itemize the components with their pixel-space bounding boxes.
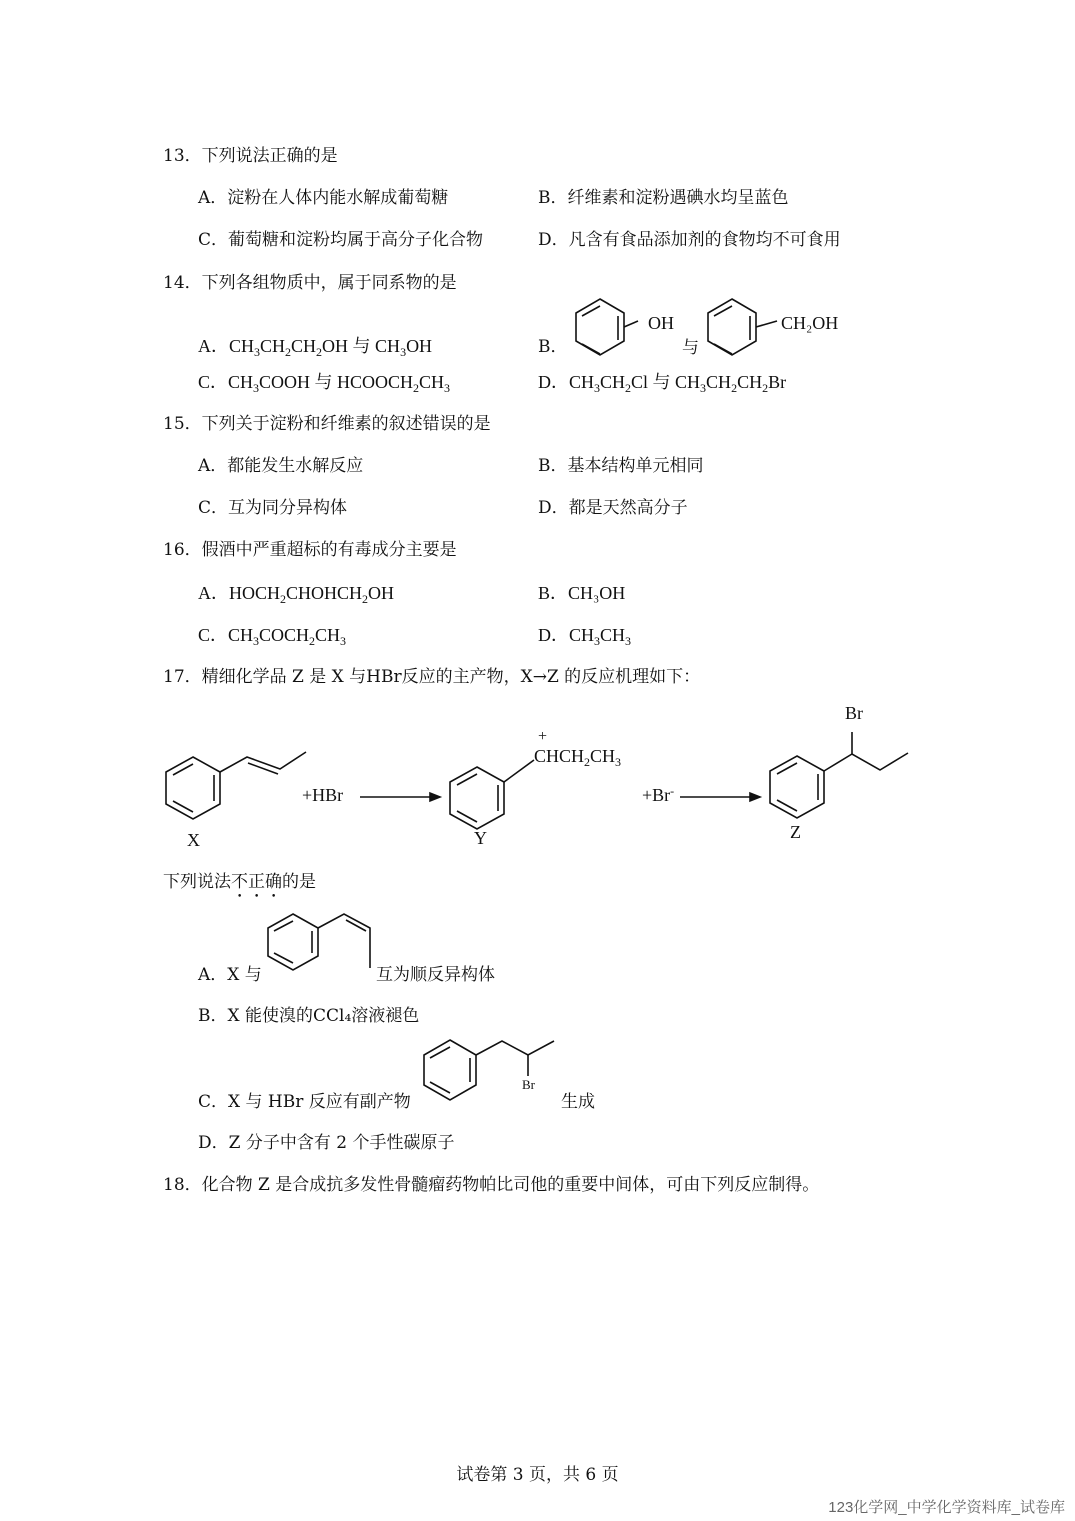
- q17-option-c-pre: C．X 与 HBr 反应有副产物: [198, 1092, 411, 1112]
- q13-option-d: D．凡含有食品添加剂的食物均不可食用: [538, 230, 841, 250]
- q17-stem: 17．精细化学品 Z 是 X 与HBr反应的主产物，X→Z 的反应机理如下：: [163, 667, 701, 687]
- q16-option-b: B．CH₃OH: [538, 583, 626, 603]
- q14-oh-text: OH: [648, 313, 674, 333]
- plus-hbr-text: +HBr: [302, 785, 344, 805]
- plus-br-text: +Br-: [642, 784, 675, 805]
- q14-option-c: C．$CH_3COOH$ 与 $HCOOCH_2CH_3$: [198, 372, 451, 395]
- q14-option-d: D．$CH_3CH_2Cl$ 与 $CH_3CH_2CH_2Br$: [538, 372, 787, 395]
- q16-option-a: A．$HOCH_2CHOHCH_2OH$: [198, 583, 395, 606]
- q15-option-d: D．都是天然高分子: [538, 498, 688, 518]
- page-footer: 试卷第 3 页，共 6 页: [456, 1465, 619, 1485]
- q14-stem: 14．下列各组物质中，属于同系物的是: [163, 273, 457, 293]
- y-chain-text: $CHCH_2CH_3$: [534, 746, 622, 769]
- q17-option-c-post: 生成: [561, 1092, 595, 1112]
- byproduct-structure: [420, 1036, 560, 1102]
- cis-isomer-structure: [266, 908, 378, 974]
- watermark: 123化学网_中学化学资料库_试卷库: [828, 1499, 1065, 1516]
- q13-option-b: B．纤维素和淀粉遇碘水均呈蓝色: [538, 188, 789, 208]
- benzyl-alcohol-structure: [697, 300, 787, 356]
- q14-option-a: A．$CH_3CH_2CH_2OH$ 与 $CH_3OH$: [198, 336, 433, 359]
- q13-stem: 13．下列说法正确的是: [163, 146, 338, 166]
- q16-option-c: C．$CH_3COCH_2CH_3$: [198, 625, 347, 648]
- label-y: Y: [474, 828, 487, 848]
- emphasis-text: 不正确: [231, 872, 282, 892]
- q15-option-b: B．基本结构单元相同: [538, 456, 704, 476]
- q17-sub-stem: 下列说法不正确的是: [163, 872, 316, 892]
- q17-option-b: B．X 能使溴的CCl₄溶液褪色: [198, 1006, 420, 1026]
- y-plus-charge: +: [538, 728, 548, 745]
- q17-option-a-pre: A．X 与: [198, 965, 262, 985]
- compound-y-structure: [444, 740, 544, 840]
- q18-stem: 18．化合物 Z 是合成抗多发性骨髓瘤药物帕比司他的重要中间体，可由下列反应制得。: [163, 1175, 820, 1195]
- q15-option-c: C．互为同分异构体: [198, 498, 348, 518]
- q14-and-text: 与: [682, 338, 699, 358]
- q13-option-c: C．葡萄糖和淀粉均属于高分子化合物: [198, 230, 484, 250]
- z-br-text: Br: [845, 703, 863, 723]
- q17-option-a-post: 互为顺反异构体: [376, 965, 495, 985]
- compound-z-structure: [760, 720, 920, 830]
- label-z: Z: [790, 822, 801, 842]
- q15-stem: 15．下列关于淀粉和纤维素的叙述错误的是: [163, 414, 491, 434]
- q16-stem: 16．假酒中严重超标的有毒成分主要是: [163, 540, 457, 560]
- q17-option-d: D．Z 分子中含有 2 个手性碳原子: [198, 1133, 455, 1153]
- q14-ch2oh-text: CH₂OH: [781, 313, 839, 333]
- reaction-arrow-1: [360, 790, 442, 804]
- reaction-arrow-2: [680, 790, 762, 804]
- c-br-text: Br: [522, 1077, 535, 1092]
- compound-x-structure: [160, 740, 320, 840]
- q15-option-a: A．都能发生水解反应: [198, 456, 364, 476]
- q13-option-a: A．淀粉在人体内能水解成葡萄糖: [198, 188, 449, 208]
- label-x: X: [187, 830, 200, 850]
- q14-option-b-label: B．: [538, 337, 568, 357]
- q16-option-d: D．$CH_3CH_3$: [538, 625, 632, 648]
